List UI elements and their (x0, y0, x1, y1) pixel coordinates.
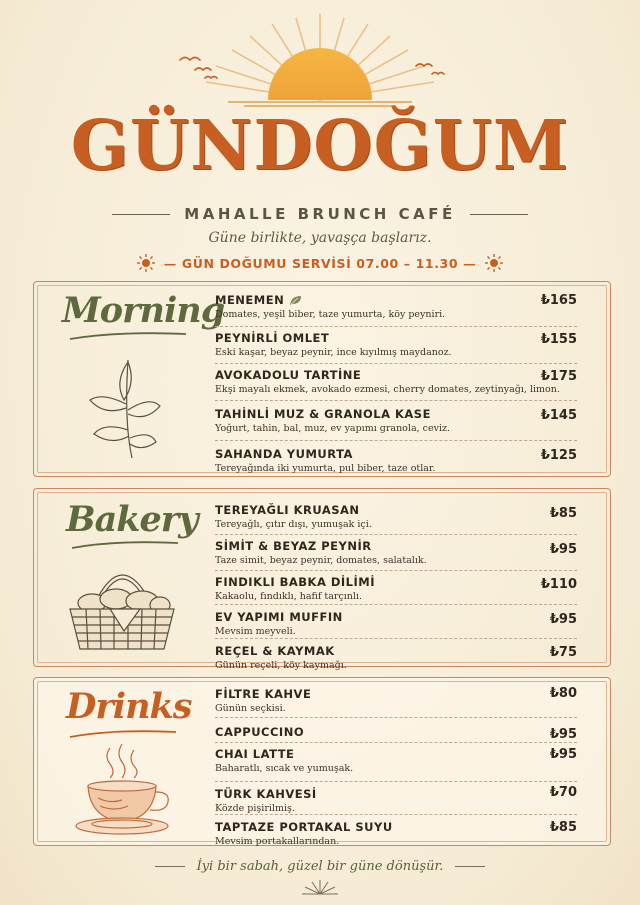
item-price: ₺75 (549, 645, 577, 660)
item-name: TAPTAZE PORTAKAL SUYU (215, 820, 393, 834)
item-name: PEYNİRLİ OMLET (215, 331, 330, 345)
item-name: FINDIKLI BABKA DİLİMİ (215, 575, 376, 589)
swash-ornament (68, 330, 188, 342)
menu-item (215, 782, 577, 815)
divider-right (470, 214, 528, 215)
item-price: ₺85 (549, 506, 577, 521)
section-drinks (33, 677, 611, 846)
subtitle-row (0, 202, 640, 226)
tagline: Güne birlikte, yavaşça başlarız. (208, 230, 432, 246)
item-name: TÜRK KAHVESİ (215, 787, 317, 801)
item-name: AVOKADOLU TARTİNE (215, 368, 362, 382)
item-price: ₺110 (540, 577, 577, 592)
item-price: ₺70 (549, 785, 577, 800)
item-price: ₺95 (549, 542, 577, 557)
item-price: ₺95 (549, 727, 577, 742)
section-morning (33, 281, 611, 477)
item-price: ₺85 (549, 820, 577, 835)
coffee-cup-icon (70, 742, 174, 838)
item-price: ₺95 (549, 747, 577, 762)
divider-right (455, 866, 485, 867)
menu-item (215, 401, 577, 441)
item-description: Eski kaşar, beyaz peynir, ince kıyılmış maydanoz. (215, 347, 452, 358)
small-sun-ornament (298, 877, 342, 895)
item-description: Baharatlı, sıcak ve yumuşak. (215, 763, 354, 774)
item-description: Tereyağında iki yumurta, pul biber, taze otlar. (215, 463, 436, 474)
item-description: Domates, yeşil biber, taze yumurta, köy peyniri. (215, 309, 446, 320)
item-name: SAHANDA YUMURTA (215, 447, 353, 461)
menu-item (215, 535, 577, 571)
menu-list-drinks (215, 685, 577, 847)
menu-item (215, 501, 577, 535)
item-description: Mevsim portakallarından. (215, 836, 340, 847)
menu-item (215, 327, 577, 364)
item-name: TAHİNLİ MUZ & GRANOLA KASE (215, 407, 431, 421)
menu-item (215, 290, 577, 327)
item-price: ₺165 (540, 293, 577, 308)
menu-item (215, 605, 577, 639)
divider-left (112, 214, 170, 215)
item-name: SİMİT & BEYAZ PEYNİR (215, 539, 372, 553)
section-title-bakery: Bakery (66, 499, 198, 540)
menu-item (215, 571, 577, 605)
cafe-subtitle: MAHALLE BRUNCH CAFÉ (184, 205, 456, 223)
item-name: CHAI LATTE (215, 747, 295, 761)
item-description: Taze simit, beyaz peynir, domates, salatalık. (215, 555, 427, 566)
item-price: ₺80 (549, 686, 577, 701)
item-price: ₺125 (540, 448, 577, 463)
swash-ornament (70, 539, 180, 551)
item-description: Tereyağlı, çıtır dışı, yumuşak içi. (215, 519, 372, 530)
item-description: Günün reçeli, köy kaymağı. (215, 660, 347, 671)
item-description: Günün seçkisi. (215, 703, 286, 714)
item-description: Kakaolu, fındıklı, hafif tarçınlı. (215, 591, 363, 602)
menu-item (215, 685, 577, 718)
item-name: EV YAPIMI MUFFIN (215, 610, 343, 624)
sun-icon (136, 253, 156, 273)
item-name: MENEMEN (215, 293, 285, 307)
service-hours-row (0, 253, 640, 273)
menu-item (215, 639, 577, 673)
item-description: Mevsim meyveli. (215, 626, 296, 637)
divider-left (155, 866, 185, 867)
section-title-drinks: Drinks (66, 686, 192, 727)
footer-text: İyi bir sabah, güzel bir güne dönüşür. (196, 858, 444, 874)
menu-item (215, 743, 577, 782)
footer (0, 855, 640, 877)
menu-list-morning (215, 290, 577, 477)
item-price: ₺145 (540, 408, 577, 423)
menu-list-bakery (215, 501, 577, 673)
item-name: TEREYAĞLI KRUASAN (215, 503, 360, 517)
item-name: CAPPUCCINO (215, 725, 305, 739)
item-name: FİLTRE KAHVE (215, 687, 312, 701)
item-description: Ekşi mayalı ekmek, avokado ezmesi, cherry domates, zeytinyağı, limon. (215, 384, 560, 395)
swash-ornament (68, 728, 178, 740)
brand-logo: GÜNDOĞUM (70, 106, 570, 186)
leaf-icon (289, 295, 302, 306)
section-bakery (33, 488, 611, 671)
sun-icon (484, 253, 504, 273)
item-name: REÇEL & KAYMAK (215, 644, 335, 658)
leaf-branch-icon (84, 352, 164, 462)
item-description: Közde pişirilmiş. (215, 803, 295, 814)
item-price: ₺155 (540, 332, 577, 347)
sunrise-icon (0, 0, 640, 110)
menu-item (215, 364, 577, 401)
item-price: ₺175 (540, 369, 577, 384)
item-price: ₺95 (549, 612, 577, 627)
menu-item (215, 441, 577, 477)
section-title-morning: Morning (62, 290, 225, 331)
service-hours: — GÜN DOĞUMU SERVİSİ 07.00 – 11.30 — (163, 255, 477, 271)
menu-item (215, 815, 577, 847)
bread-basket-icon (64, 555, 180, 655)
item-description: Yoğurt, tahin, bal, muz, ev yapımı granola, ceviz. (215, 423, 451, 434)
menu-item (215, 718, 577, 743)
